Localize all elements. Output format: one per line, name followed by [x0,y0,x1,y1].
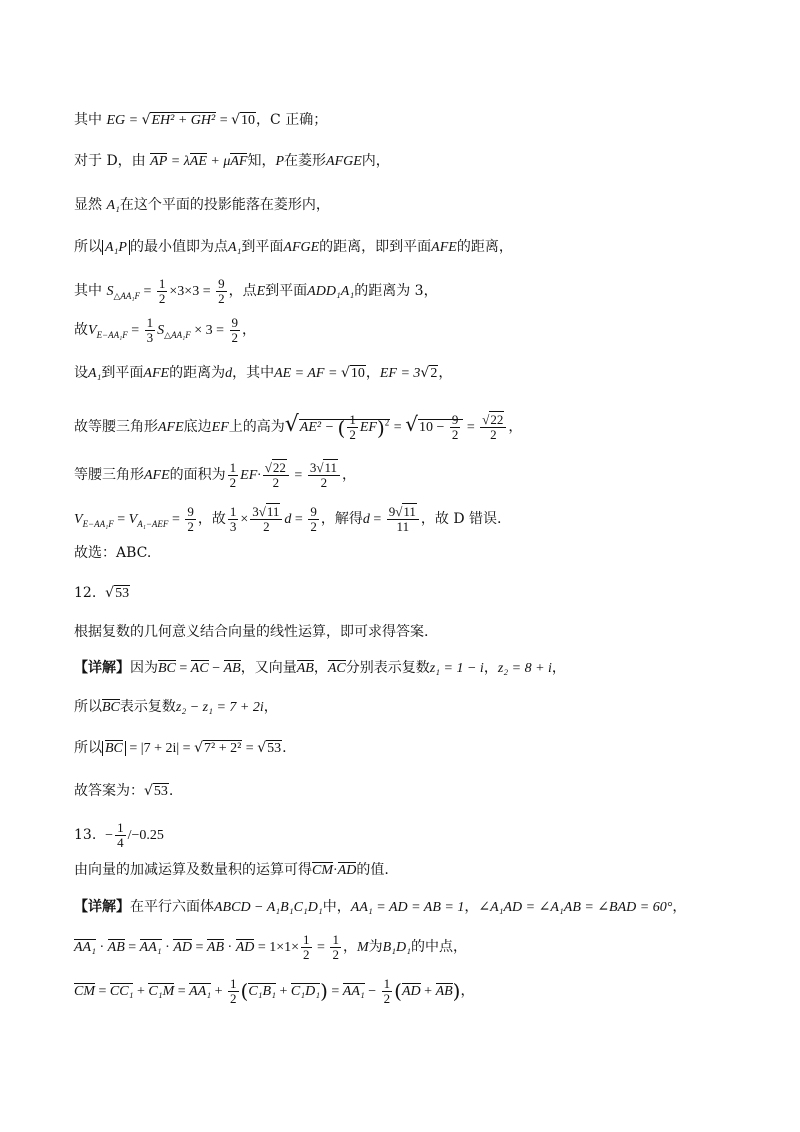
line-12: 12. √53 [74,585,130,601]
line-6: 故$V_{E-AA_1F}$ = $\frac{1}{3}$ $S_{\triangle AA_1F} \times 3$ = $\frac{9}{2}$ ， [74,314,257,345]
fraction: $\frac{1}{4}$ [117,819,124,850]
fraction: $\frac{1}{3}$ [229,503,237,534]
fraction: $\frac{1}{2}$ [229,459,237,490]
line-19: 由向量的加减运算及数量积的运算可得CM·AD的值. [74,862,389,878]
fraction: $\frac{9}{2}$ [310,503,317,534]
fraction: $\frac{1}{2}$ [230,975,237,1006]
vector: AF [230,154,248,169]
detail-tag: 【详解】 [74,899,130,915]
fraction: $\frac{9}{2}$ [187,503,194,534]
fraction: $\frac{1}{2}$ [332,931,339,962]
question-number: 13. [74,827,97,843]
fraction: $\frac{3√11}{2}$ [250,505,282,534]
fraction: $\frac{√22}{2}$ [480,413,506,442]
line-8: 故等腰三角形AFE底边EF上的高为√AE² − ( $\frac{1}{2}$ EF)$^2$ = √10 − $\frac{9}{2}$ = $\frac{√22}{2}$ ， [74,411,523,443]
fraction: $\frac{9}{2}$ [451,412,459,443]
radicand: EH² + GH² [151,113,216,128]
line-3: 显然 A₁在这个平面的投影能落在菱形内， [74,197,330,213]
fraction: $\frac{3√11}{2}$ [308,461,340,490]
fraction: $\frac{1}{2}$ [349,412,356,443]
radicand: 10 [241,113,256,128]
vector: AP [150,154,168,169]
line-14: 【详解】因为BC = AC − AB，又向量AB，AC分别表示复数z₁ = 1 − i，z₂ = 8 + i， [74,660,566,676]
line-7: 设A₁到平面AFE的距离为d，其中AE = AF = √10，EF = 3√2， [74,365,453,381]
line-20: 【详解】在平行六面体ABCD − A₁B₁C₁D₁中，AA₁ = AD = AB = 1，∠A₁AD = ∠A₁AB = ∠BAD = 60°， [74,899,687,915]
detail-tag: 【详解】 [74,660,130,676]
vector: AE [189,154,207,169]
line-17: 故答案为：√53. [74,783,174,799]
line-18: 13. − $\frac{1}{4}$ /−0.25 [74,819,164,850]
line-5: 其中 $S_{\triangle AA_1F}$ = $\frac{1}{2}$ ×3×3 = $\frac{9}{2}$ ，点E到平面ADD₁A₁的距离为 3， [74,275,438,306]
line-9: 等腰三角形AFE的面积为 $\frac{1}{2}$ EF· $\frac{√22}{2}$ = $\frac{3√11}{2}$ ， [74,459,356,490]
fraction: $\frac{1}{2}$ [158,275,166,306]
fraction: $\frac{9√11}{11}$ [387,505,419,534]
line-13: 根据复数的几何意义结合向量的线性运算，即可求得答案. [74,624,429,640]
fraction: $\frac{1}{3}$ [146,314,154,345]
abs-value: A₁P [102,240,130,255]
math-expr: EG = [106,113,142,128]
text: ，C 正确； [256,112,328,128]
line-2: 对于 D，由 AP = λAE + μAF知，P在菱形AFGE内， [74,153,390,169]
line-16: 所以 BC = |7 + 2i| = √7² + 2² = √53. [74,740,287,756]
fraction: $\frac{1}{2}$ [383,975,391,1006]
fraction: $\frac{9}{2}$ [218,275,225,306]
question-number: 12. [74,585,97,601]
line-1: 其中 EG = √EH² + GH² = √10，C 正确； [74,112,328,128]
line-10: $V_{E-AA_1F} = V_{A_1-AEF}$ = $\frac{9}{2}$ ，故 $\frac{1}{3}$ × $\frac{3√11}{2}$ d = $\frac{9}{2}$ ，解得d = $\frac{9√11}{11}$ ，故 D 错误. [74,503,502,534]
line-22: CM = CC₁ + C₁M = AA₁ + $\frac{1}{2}$ (C₁B₁ + C₁D₁) = AA₁ − $\frac{1}{2}$ (AD + AB)， [74,975,475,1006]
line-4: 所以 A₁P 的最小值即为点A₁到平面AFGE的距离，即到平面AFE的距离， [74,239,513,255]
fraction: $\frac{9}{2}$ [231,314,239,345]
line-15: 所以BC表示复数z₂ − z₁ = 7 + 2i， [74,699,278,715]
fraction: $\frac{√22}{2}$ [263,461,289,490]
fraction: $\frac{1}{2}$ [303,931,310,962]
line-21: AA₁ · AB = AA₁ · AD = AB · AD = 1×1× $\frac{1}{2}$ = $\frac{1}{2}$ ，M为B₁D₁的中点， [74,931,468,962]
line-11: 故选：ABC. [74,545,152,561]
text: 其中 [74,112,102,128]
